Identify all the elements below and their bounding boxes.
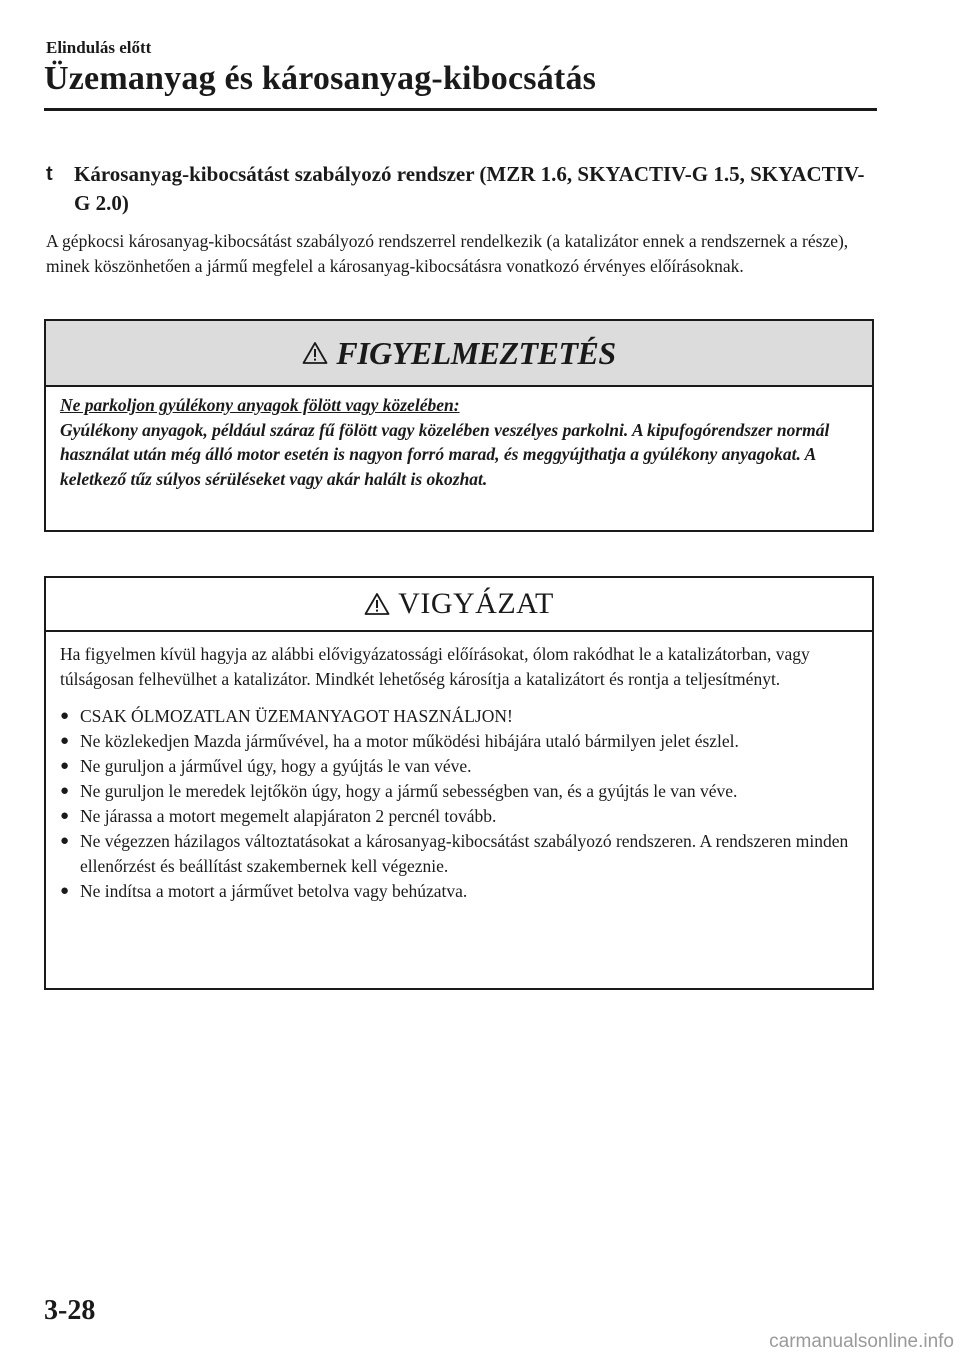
- bullet-dot-icon: ●: [60, 883, 70, 899]
- list-item: ● Ne indítsa a motort a járművet betolva vagy behúzatva.: [60, 879, 858, 904]
- section-heading: [46, 160, 876, 218]
- heading-marker: t: [46, 163, 53, 185]
- warning-title: FIGYELMEZTETÉS: [336, 334, 616, 371]
- bullet-dot-icon: ●: [60, 833, 70, 849]
- warning-box: [44, 319, 874, 532]
- warning-lead: Ne parkoljon gyúlékony anyagok fölött vagy közelében:: [60, 395, 460, 415]
- warning-box-header: [46, 321, 872, 387]
- heading-text: Károsanyag-kibocsátást szabályozó rendszer (MZR 1.6, SKYACTIV-G 1.5, SKYACTIV-G 2.0): [74, 162, 865, 215]
- bullet-dot-icon: ●: [60, 783, 70, 799]
- warning-body: [46, 387, 872, 491]
- warning-text: Gyúlékony anyagok, például száraz fű fölött vagy közelében veszélyes parkolni. A kipufogórendszer normál használat után még álló motor esetén is nagyon forró marad, és meggyújthatja a gyúlékony anyagokat. A keletkező tűz súlyos sérüléseket vagy akár halált is okozhat.: [60, 419, 830, 489]
- caution-box-header: [46, 578, 872, 632]
- title-rule: [44, 108, 877, 111]
- intro-paragraph: A gépkocsi károsanyag-kibocsátást szabályozó rendszerrel rendelkezik (a katalizátor ennek a rendszernek a része), minek köszönhetően a jármű megfelel a károsanyag-kibocsátásra vonatkozó érvényes előírásoknak.: [46, 231, 849, 276]
- bullet-dot-icon: ●: [60, 733, 70, 749]
- bullet-dot-icon: ●: [60, 758, 70, 774]
- caution-list: [60, 704, 858, 904]
- list-item: ● Ne végezzen házilagos változtatásokat a károsanyag-kibocsátást szabályozó rendszeren. A rendszeren minden ellenőrzést és beállítást szakembernek kell végeznie.: [60, 831, 849, 876]
- bullet-dot-icon: ●: [60, 808, 70, 824]
- caution-intro: Ha figyelmen kívül hagyja az alábbi elővigyázatossági előírásokat, ólom rakódhat le a katalizátorban, vagy túlságosan felhevülhet a katalizátor. Mindkét lehetőség károsítja a katalizátort és rontja a teljesítményt.: [60, 644, 810, 689]
- bullet-dot-icon: ●: [60, 708, 70, 724]
- watermark-link[interactable]: carmanualsonline.info: [769, 1331, 954, 1352]
- page-number: 3-28: [44, 1295, 96, 1326]
- list-item: ● Ne járassa a motort megemelt alapjáraton 2 percnél tovább.: [60, 804, 858, 829]
- list-item: ● CSAK ÓLMOZATLAN ÜZEMANYAGOT HASZNÁLJON!: [60, 704, 858, 729]
- warning-triangle-icon: [302, 341, 328, 365]
- list-item: ● Ne guruljon a járművel úgy, hogy a gyújtás le van véve.: [60, 754, 858, 779]
- caution-title: VIGYÁZAT: [398, 587, 554, 620]
- caution-box: [44, 576, 874, 990]
- list-item: ● Ne közlekedjen Mazda járművével, ha a motor működési hibájára utaló bármilyen jelet észlel.: [60, 729, 858, 754]
- warning-triangle-icon: [364, 592, 390, 616]
- section-label: Elindulás előtt: [46, 38, 152, 57]
- caution-body: [46, 632, 872, 904]
- list-item: ● Ne guruljon le meredek lejtőkön úgy, hogy a jármű sebességben van, és a gyújtás le van véve.: [60, 779, 858, 804]
- page-title: Üzemanyag és károsanyag-kibocsátás: [44, 60, 597, 97]
